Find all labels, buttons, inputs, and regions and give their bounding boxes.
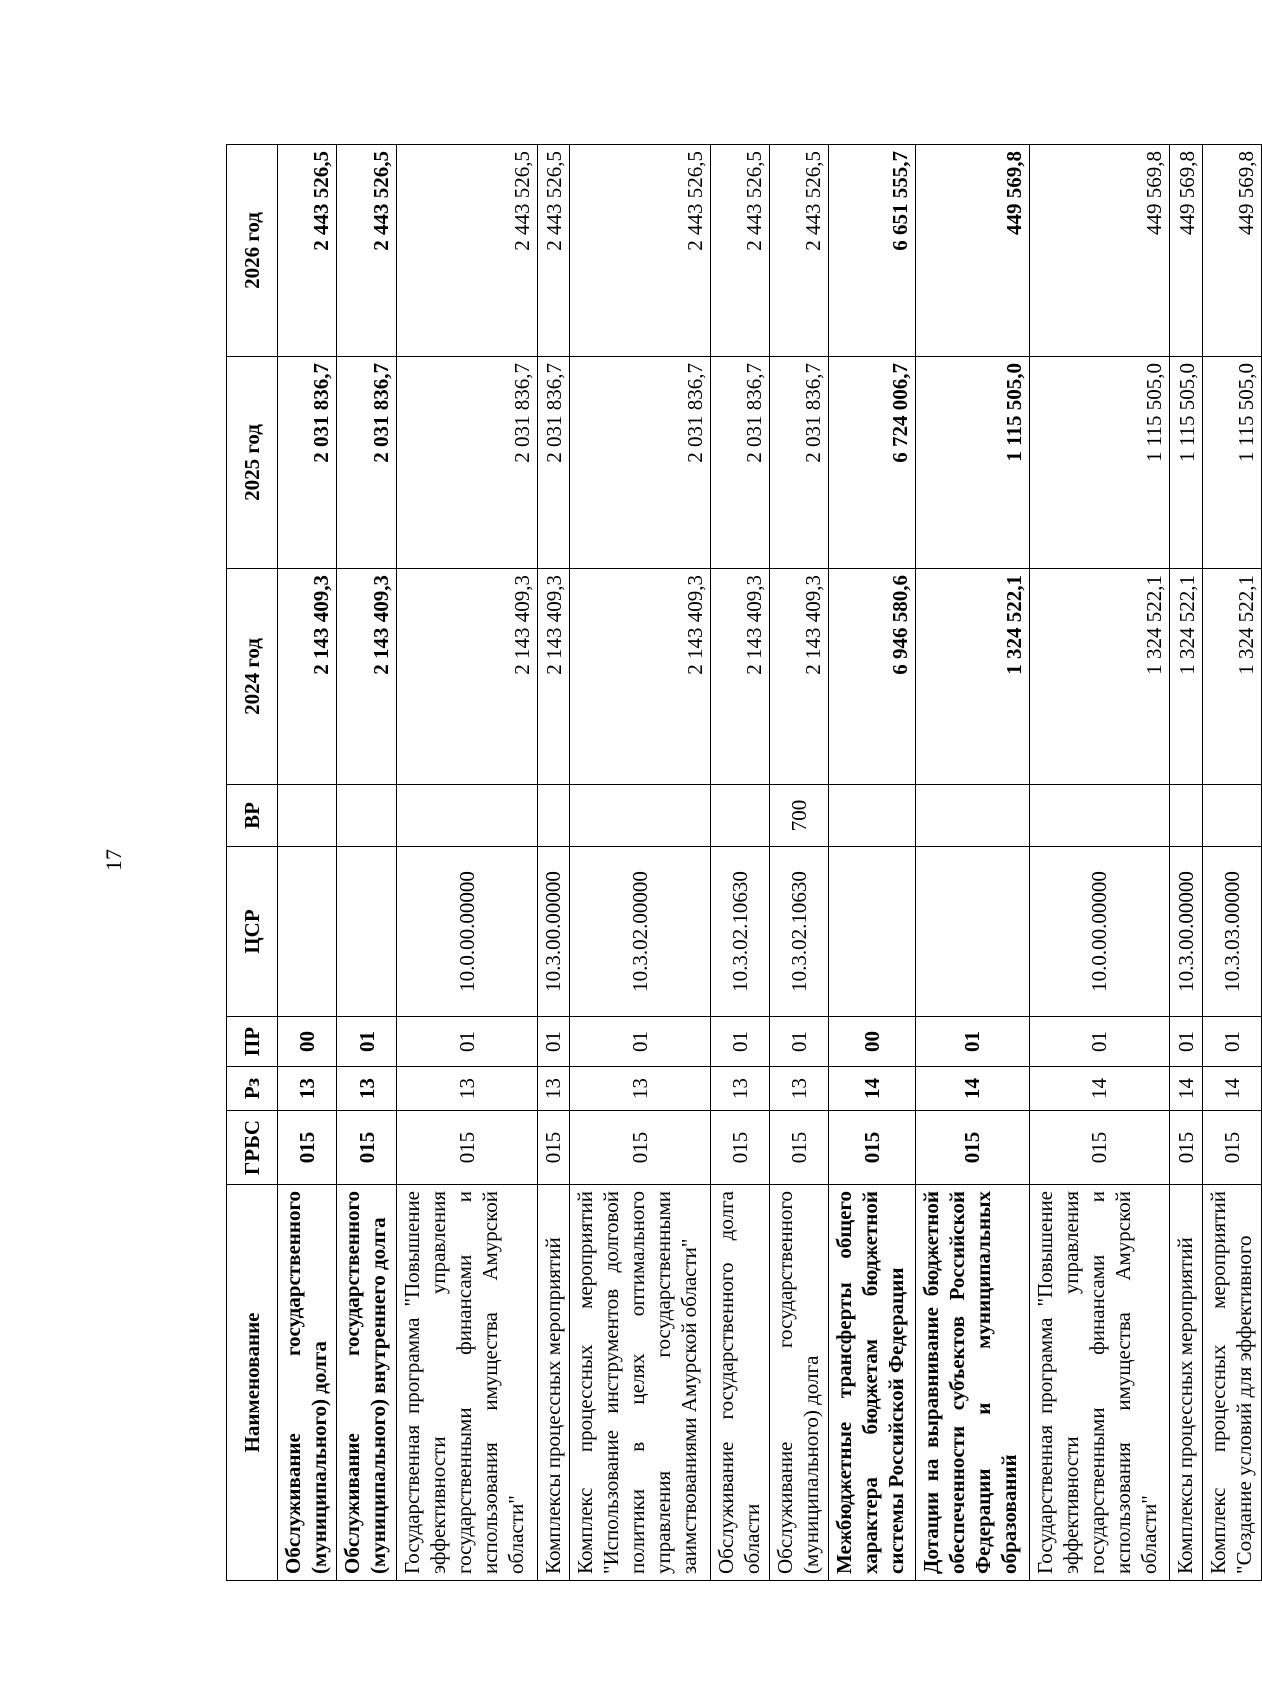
cell-2026: 449 569,8 xyxy=(1202,145,1261,357)
cell-vr xyxy=(829,785,916,847)
cell-rz: 13 xyxy=(769,1067,828,1111)
cell-rz: 13 xyxy=(569,1067,710,1111)
cell-2026: 449 569,8 xyxy=(1170,145,1202,357)
page-number: 17 xyxy=(101,849,126,871)
cell-rz: 14 xyxy=(1202,1067,1261,1111)
header-2026: 2026 год xyxy=(227,145,278,357)
cell-vr xyxy=(710,785,769,847)
table-row xyxy=(278,145,337,1581)
cell-rz: 13 xyxy=(278,1067,337,1111)
cell-2024: 2 143 409,3 xyxy=(337,569,396,785)
cell-pr: 01 xyxy=(396,1017,537,1067)
cell-grbs: 015 xyxy=(1202,1111,1261,1185)
cell-name: Обслуживание государственного (муниципального) внутреннего долга xyxy=(337,1185,396,1581)
cell-rz: 14 xyxy=(1029,1067,1170,1111)
cell-2026: 6 651 555,7 xyxy=(829,145,916,357)
cell-rz: 14 xyxy=(1170,1067,1202,1111)
cell-name: Межбюджетные трансферты общего характера бюджетам бюджетной системы Российской Федерации xyxy=(829,1185,916,1581)
cell-2025: 2 031 836,7 xyxy=(769,357,828,569)
table-row xyxy=(569,145,710,1581)
cell-2025: 6 724 006,7 xyxy=(829,357,916,569)
cell-grbs: 015 xyxy=(1029,1111,1170,1185)
cell-2025: 1 115 505,0 xyxy=(915,357,1029,569)
cell-grbs: 015 xyxy=(278,1111,337,1185)
cell-csr: 10.3.03.00000 xyxy=(1202,847,1261,1017)
table-row xyxy=(396,145,537,1581)
cell-2024: 2 143 409,3 xyxy=(710,569,769,785)
cell-vr: 700 xyxy=(769,785,828,847)
cell-rz: 14 xyxy=(829,1067,916,1111)
cell-csr: 10.3.02.10630 xyxy=(769,847,828,1017)
table-header-row xyxy=(227,145,278,1581)
cell-grbs: 015 xyxy=(769,1111,828,1185)
cell-vr xyxy=(537,785,569,847)
cell-rz: 13 xyxy=(396,1067,537,1111)
cell-csr xyxy=(278,847,337,1017)
cell-2024: 2 143 409,3 xyxy=(396,569,537,785)
cell-rz: 13 xyxy=(537,1067,569,1111)
cell-vr xyxy=(1202,785,1261,847)
cell-pr: 01 xyxy=(1170,1017,1202,1067)
cell-2025: 2 031 836,7 xyxy=(537,357,569,569)
cell-csr: 10.0.00.00000 xyxy=(1029,847,1170,1017)
cell-2026: 2 443 526,5 xyxy=(278,145,337,357)
cell-2026: 2 443 526,5 xyxy=(337,145,396,357)
cell-grbs: 015 xyxy=(1170,1111,1202,1185)
cell-2026: 449 569,8 xyxy=(1029,145,1170,357)
cell-name: Дотации на выравнивание бюджетной обеспеченности субъектов Российской Федерации и муниципальных образований xyxy=(915,1185,1029,1581)
cell-pr: 01 xyxy=(915,1017,1029,1067)
table-row xyxy=(1029,145,1170,1581)
table-row xyxy=(769,145,828,1581)
cell-rz: 14 xyxy=(915,1067,1029,1111)
cell-grbs: 015 xyxy=(396,1111,537,1185)
cell-2026: 2 443 526,5 xyxy=(537,145,569,357)
cell-2025: 2 031 836,7 xyxy=(569,357,710,569)
cell-2025: 2 031 836,7 xyxy=(396,357,537,569)
cell-2026: 449 569,8 xyxy=(915,145,1029,357)
cell-2024: 1 324 522,1 xyxy=(915,569,1029,785)
cell-2025: 1 115 505,0 xyxy=(1170,357,1202,569)
cell-csr: 10.3.02.00000 xyxy=(569,847,710,1017)
cell-pr: 01 xyxy=(337,1017,396,1067)
cell-pr: 00 xyxy=(829,1017,916,1067)
header-name: Наименование xyxy=(227,1185,278,1581)
cell-name: Обслуживание государственного (муниципального) долга xyxy=(278,1185,337,1581)
header-vr: ВР xyxy=(227,785,278,847)
header-2025: 2025 год xyxy=(227,357,278,569)
cell-vr xyxy=(278,785,337,847)
cell-2024: 2 143 409,3 xyxy=(537,569,569,785)
cell-2024: 2 143 409,3 xyxy=(769,569,828,785)
cell-vr xyxy=(396,785,537,847)
cell-vr xyxy=(915,785,1029,847)
budget-table-container xyxy=(226,145,1262,1581)
cell-rz: 13 xyxy=(710,1067,769,1111)
cell-2025: 2 031 836,7 xyxy=(278,357,337,569)
cell-2024: 2 143 409,3 xyxy=(278,569,337,785)
cell-csr xyxy=(337,847,396,1017)
cell-name: Комплексы процессных мероприятий xyxy=(1170,1185,1202,1581)
cell-pr: 01 xyxy=(710,1017,769,1067)
cell-vr xyxy=(1029,785,1170,847)
cell-grbs: 015 xyxy=(337,1111,396,1185)
cell-grbs: 015 xyxy=(569,1111,710,1185)
cell-2026: 2 443 526,5 xyxy=(396,145,537,357)
cell-2026: 2 443 526,5 xyxy=(710,145,769,357)
header-grbs: ГРБС xyxy=(227,1111,278,1185)
budget-table xyxy=(226,144,1262,1581)
cell-name: Обслуживание государственного (муниципального) долга xyxy=(769,1185,828,1581)
cell-2025: 2 031 836,7 xyxy=(337,357,396,569)
table-row xyxy=(915,145,1029,1581)
table-row xyxy=(337,145,396,1581)
cell-2024: 1 324 522,1 xyxy=(1170,569,1202,785)
cell-vr xyxy=(337,785,396,847)
table-row xyxy=(1170,145,1202,1581)
cell-name: Обслуживание государственного долга области xyxy=(710,1185,769,1581)
cell-name: Комплекс процессных мероприятий "Создание условий для эффективного xyxy=(1202,1185,1261,1581)
cell-csr: 10.3.00.00000 xyxy=(537,847,569,1017)
cell-2025: 1 115 505,0 xyxy=(1029,357,1170,569)
cell-rz: 13 xyxy=(337,1067,396,1111)
cell-grbs: 015 xyxy=(710,1111,769,1185)
table-row xyxy=(1202,145,1261,1581)
header-2024: 2024 год xyxy=(227,569,278,785)
cell-name: Комплексы процессных мероприятий xyxy=(537,1185,569,1581)
cell-pr: 01 xyxy=(537,1017,569,1067)
cell-2025: 2 031 836,7 xyxy=(710,357,769,569)
cell-grbs: 015 xyxy=(537,1111,569,1185)
cell-csr: 10.0.00.00000 xyxy=(396,847,537,1017)
cell-name: Государственная программа "Повышение эффективности управления государственными финансами и использования имущества Амурской области" xyxy=(396,1185,537,1581)
cell-csr xyxy=(829,847,916,1017)
cell-csr: 10.3.00.00000 xyxy=(1170,847,1202,1017)
table-row xyxy=(829,145,916,1581)
cell-2025: 1 115 505,0 xyxy=(1202,357,1261,569)
cell-2026: 2 443 526,5 xyxy=(569,145,710,357)
cell-pr: 00 xyxy=(278,1017,337,1067)
header-pr: ПР xyxy=(227,1017,278,1067)
cell-name: Государственная программа "Повышение эффективности управления государственными финансами и использования имущества Амурской области" xyxy=(1029,1185,1170,1581)
table-body xyxy=(278,145,1262,1581)
cell-vr xyxy=(1170,785,1202,847)
cell-2026: 2 443 526,5 xyxy=(769,145,828,357)
cell-2024: 1 324 522,1 xyxy=(1202,569,1261,785)
cell-csr: 10.3.02.10630 xyxy=(710,847,769,1017)
cell-pr: 01 xyxy=(1029,1017,1170,1067)
table-row xyxy=(537,145,569,1581)
table-row xyxy=(710,145,769,1581)
cell-grbs: 015 xyxy=(915,1111,1029,1185)
cell-pr: 01 xyxy=(769,1017,828,1067)
cell-csr xyxy=(915,847,1029,1017)
cell-vr xyxy=(569,785,710,847)
cell-2024: 1 324 522,1 xyxy=(1029,569,1170,785)
cell-name: Комплекс процессных мероприятий "Использование инструментов долговой политики в целях оптимального управления государственными заимствованиями Амурской области" xyxy=(569,1185,710,1581)
rotated-table-frame xyxy=(226,145,1262,1581)
cell-grbs: 015 xyxy=(829,1111,916,1185)
header-csr: ЦСР xyxy=(227,847,278,1017)
cell-2024: 2 143 409,3 xyxy=(569,569,710,785)
cell-pr: 01 xyxy=(569,1017,710,1067)
cell-pr: 01 xyxy=(1202,1017,1261,1067)
header-rz: Рз xyxy=(227,1067,278,1111)
cell-2024: 6 946 580,6 xyxy=(829,569,916,785)
